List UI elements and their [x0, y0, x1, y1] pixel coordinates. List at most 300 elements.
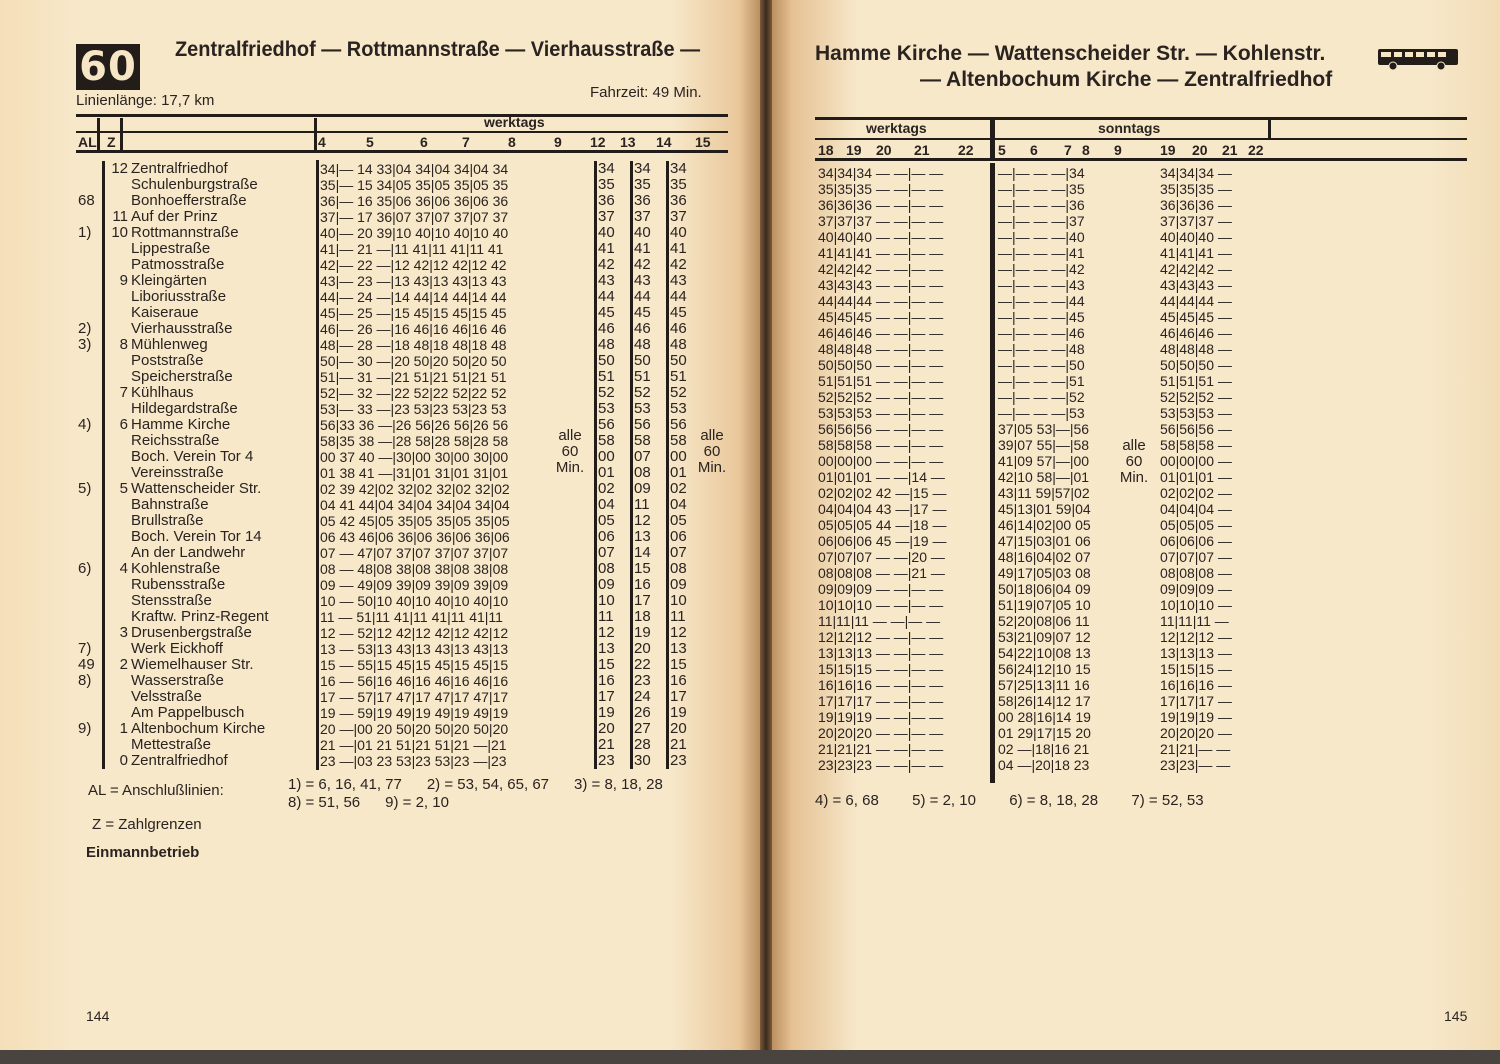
- interval-value: 60: [561, 443, 579, 460]
- time-cell: 05: [670, 512, 687, 529]
- stop-row: [78, 401, 308, 417]
- fare-zone-bar: [102, 721, 105, 737]
- time-cell: 06: [598, 528, 615, 545]
- hour-header: 19: [846, 142, 862, 158]
- time-cell: 04: [670, 496, 687, 513]
- fare-zone-bar: [102, 193, 105, 209]
- stop-row: [78, 209, 308, 225]
- fare-zone-number: 1: [119, 720, 128, 737]
- time-row: 36|36|36 —: [1160, 197, 1232, 213]
- time-cell: 42: [634, 256, 651, 273]
- time-row: 12|12|12 — —|— —: [818, 629, 944, 645]
- fare-zone-number: 11: [112, 208, 128, 225]
- fare-zone-bar: [102, 337, 105, 353]
- time-column-col13: [634, 161, 651, 769]
- time-row: 40|40|40 —: [1160, 229, 1232, 245]
- stop-row: [78, 289, 308, 305]
- stop-name: Mettestraße: [131, 736, 212, 753]
- time-row: 37|37|37 — —|— —: [818, 213, 944, 229]
- time-cell: 35: [634, 176, 651, 193]
- book-edge: [0, 1050, 1500, 1064]
- stop-name: Wattenscheider Str.: [131, 480, 262, 497]
- time-cell: 37: [634, 208, 651, 225]
- time-cell: 58: [598, 432, 615, 449]
- time-cell: 42: [598, 256, 615, 273]
- time-row: 48|16|04|02 07: [998, 549, 1091, 565]
- time-cell: 50: [670, 352, 687, 369]
- time-cell: 11: [598, 608, 614, 625]
- time-row: 16|16|16 —: [1160, 677, 1232, 693]
- fare-zone-bar: [102, 385, 105, 401]
- time-row: 16 — 56|16 46|16 46|16 46|16: [320, 673, 509, 689]
- time-cell: 20: [670, 720, 687, 737]
- stop-row: [78, 193, 308, 209]
- time-row: 53|— 33 —|23 53|23 53|23 53: [320, 401, 507, 417]
- stop-name: Hildegardstraße: [131, 400, 238, 417]
- stop-name: Reichsstraße: [131, 432, 220, 449]
- hour-header: 18: [818, 142, 834, 158]
- time-row: 42|10 58|—|01: [998, 469, 1090, 485]
- weekday-group-label: werktags: [484, 114, 545, 130]
- hour-header: 9: [554, 134, 562, 150]
- time-row: 58|35 38 —|28 58|28 58|28 58: [320, 433, 509, 449]
- sunday-group-label: sonntags: [1098, 120, 1161, 136]
- time-row: 34|34|34 —: [1160, 165, 1232, 181]
- fare-zone-bar: [102, 513, 105, 529]
- fare-zone-bar: [102, 753, 105, 769]
- stop-row: [78, 609, 308, 625]
- time-cell: 13: [598, 640, 615, 657]
- time-column-col12: [598, 161, 615, 769]
- time-row: 00 28|16|14 19: [998, 709, 1091, 725]
- hour-header: 9: [1114, 142, 1122, 158]
- col-al-header: AL: [78, 134, 97, 150]
- stop-row: [78, 673, 308, 689]
- stop-row: [78, 241, 308, 257]
- time-cell: 58: [634, 432, 651, 449]
- fare-zone-number: 2: [119, 656, 128, 673]
- stop-row: [78, 593, 308, 609]
- time-cell: 56: [598, 416, 615, 433]
- hour-header: 6: [1030, 142, 1038, 158]
- weekday-sunday-divider: [990, 163, 995, 783]
- time-row: 43|43|43 —: [1160, 277, 1232, 293]
- time-cell: 12: [634, 512, 651, 529]
- timetable-grid-morning: [320, 161, 510, 769]
- time-cell: 17: [670, 688, 687, 705]
- time-cell: 07: [670, 544, 687, 561]
- time-row: 43|— 23 —|13 43|13 43|13 43: [320, 273, 507, 289]
- time-cell: 17: [634, 592, 651, 609]
- time-cell: 43: [670, 272, 687, 289]
- stop-row: [78, 481, 308, 497]
- header-divider: [97, 118, 100, 150]
- connection-ref: 8): [78, 672, 92, 689]
- col-z-header: Z: [107, 134, 116, 150]
- time-cell: 07: [598, 544, 615, 561]
- time-row: 37|— 17 36|07 37|07 37|07 37: [320, 209, 509, 225]
- time-cell: 40: [670, 224, 687, 241]
- time-row: 50|18|06|04 09: [998, 581, 1091, 597]
- time-row: 41|09 57|—|00: [998, 453, 1090, 469]
- time-row: 02 39 42|02 32|02 32|02 32|02: [320, 481, 510, 497]
- time-cell: 46: [670, 320, 687, 337]
- time-row: 52|52|52 —: [1160, 389, 1232, 405]
- stop-row: [78, 177, 308, 193]
- stop-name: Drusenbergstraße: [131, 624, 252, 641]
- time-cell: 36: [598, 192, 615, 209]
- fare-zone-number: 7: [119, 384, 128, 401]
- line-length: Linienlänge: 17,7 km: [76, 92, 215, 109]
- stop-name: Hamme Kirche: [131, 416, 231, 433]
- column-bar: [630, 161, 633, 769]
- fare-zone-number: 12: [111, 160, 128, 177]
- time-row: 23 —|03 23 53|23 53|23 —|23: [320, 753, 507, 769]
- stop-name: Zentralfriedhof: [131, 160, 228, 177]
- page-number-left: 144: [86, 1008, 110, 1024]
- connection-ref: 9): [78, 720, 92, 737]
- stop-name: Kaiseraue: [131, 304, 199, 321]
- time-row: 20 —|00 20 50|20 50|20 50|20: [320, 721, 509, 737]
- stop-row: [78, 273, 308, 289]
- fare-zone-bar: [102, 433, 105, 449]
- stop-name: Lippestraße: [131, 240, 211, 257]
- time-row: 34|— 14 33|04 34|04 34|04 34: [320, 161, 509, 177]
- time-row: 56|56|56 — —|— —: [818, 421, 944, 437]
- time-row: 13|13|13 — —|— —: [818, 645, 944, 661]
- fare-zone-bar: [102, 177, 105, 193]
- time-row: 53|53|53 — —|— —: [818, 405, 944, 421]
- time-cell: 15: [634, 560, 651, 577]
- stop-row: [78, 497, 308, 513]
- fare-zone-bar: [102, 241, 105, 257]
- fare-zone-bar: [102, 577, 105, 593]
- stop-name: Vierhausstraße: [131, 320, 233, 337]
- time-cell: 34: [598, 160, 615, 177]
- stop-row: [78, 641, 308, 657]
- time-cell: 23: [598, 752, 615, 769]
- time-row: 48|48|48 —: [1160, 341, 1232, 357]
- time-row: 02|02|02 42 —|15 —: [818, 485, 947, 501]
- time-row: 09 — 49|09 39|09 39|09 39|09: [320, 577, 509, 593]
- time-row: 43|43|43 — —|— —: [818, 277, 944, 293]
- interval-value: 60: [703, 443, 721, 460]
- time-cell: 44: [670, 288, 687, 305]
- fare-zone-number: 5: [119, 480, 128, 497]
- time-row: 06|06|06 —: [1160, 533, 1232, 549]
- stop-row: [78, 513, 308, 529]
- connection-ref: 49: [78, 656, 95, 673]
- time-row: 52|52|52 — —|— —: [818, 389, 944, 405]
- grid-divider: [316, 160, 319, 770]
- stop-name: Stensstraße: [131, 592, 212, 609]
- time-row: 36|36|36 — —|— —: [818, 197, 944, 213]
- time-cell: 01: [598, 464, 615, 481]
- legend-refs-right: 4) = 6, 68 5) = 2, 10 6) = 8, 18, 28 7) = 52, 53: [815, 792, 1204, 809]
- time-cell: 50: [634, 352, 651, 369]
- time-cell: 51: [598, 368, 615, 385]
- fare-zone-bar: [102, 705, 105, 721]
- stop-name: Wiemelhauser Str.: [131, 656, 254, 673]
- hour-header: 7: [1064, 142, 1072, 158]
- time-cell: 50: [598, 352, 615, 369]
- stop-row: [78, 465, 308, 481]
- stop-row: [78, 225, 308, 241]
- fare-zone-number: 6: [119, 416, 128, 433]
- stop-name: Kraftw. Prinz-Regent: [131, 608, 269, 625]
- interval-word: alle: [558, 427, 582, 444]
- time-row: 47|15|03|01 06: [998, 533, 1091, 549]
- time-row: 50|— 30 —|20 50|20 50|20 50: [320, 353, 507, 369]
- fare-zone-bar: [102, 161, 105, 177]
- stop-name: Altenbochum Kirche: [131, 720, 266, 737]
- time-cell: 09: [598, 576, 615, 593]
- time-cell: 10: [598, 592, 615, 609]
- time-cell: 44: [598, 288, 615, 305]
- time-cell: 44: [634, 288, 651, 305]
- time-row: 11|11|11 — —|— —: [818, 613, 941, 629]
- time-row: 36|— 16 35|06 36|06 36|06 36: [320, 193, 509, 209]
- time-row: 52|— 32 —|22 52|22 52|22 52: [320, 385, 507, 401]
- time-row: 08|08|08 — —|21 —: [818, 565, 945, 581]
- time-cell: 21: [598, 736, 615, 753]
- time-cell: 02: [670, 480, 687, 497]
- stop-name: Wasserstraße: [131, 672, 224, 689]
- time-cell: 00: [670, 448, 687, 465]
- time-row: 04|04|04 43 —|17 —: [818, 501, 947, 517]
- time-cell: 51: [670, 368, 687, 385]
- time-row: 04 —|20|18 23: [998, 757, 1090, 773]
- time-cell: 22: [634, 656, 651, 673]
- time-row: 45|45|45 —: [1160, 309, 1232, 325]
- time-row: 35|35|35 — —|— —: [818, 181, 944, 197]
- time-row: 50|50|50 —: [1160, 357, 1232, 373]
- fare-zone-bar: [102, 305, 105, 321]
- time-row: 16|16|16 — —|— —: [818, 677, 944, 693]
- time-cell: 45: [634, 304, 651, 321]
- stop-row: [78, 417, 308, 433]
- time-cell: 09: [634, 480, 651, 497]
- time-row: 44|44|44 —: [1160, 293, 1232, 309]
- stop-name: Kleingärten: [131, 272, 207, 289]
- time-row: 51|51|51 —: [1160, 373, 1232, 389]
- time-row: 12 — 52|12 42|12 42|12 42|12: [320, 625, 509, 641]
- time-row: 53|53|53 —: [1160, 405, 1232, 421]
- stop-row: [78, 529, 308, 545]
- time-cell: 11: [670, 608, 686, 625]
- stop-name: Vereinsstraße: [131, 464, 224, 481]
- time-cell: 18: [634, 608, 651, 625]
- time-row: 07|07|07 — —|20 —: [818, 549, 945, 565]
- stop-name: Auf der Prinz: [131, 208, 218, 225]
- time-cell: 21: [670, 736, 687, 753]
- fare-zone-bar: [102, 657, 105, 673]
- time-row: 10 — 50|10 40|10 40|10 40|10: [320, 593, 509, 609]
- time-cell: 16: [598, 672, 615, 689]
- stop-name: Poststraße: [131, 352, 204, 369]
- interval-note-b: [690, 428, 734, 476]
- time-row: 11|11|11 —: [1160, 613, 1229, 629]
- time-row: 17 — 57|17 47|17 47|17 47|17: [320, 689, 509, 705]
- time-row: 44|44|44 — —|— —: [818, 293, 944, 309]
- time-row: 15|15|15 — —|— —: [818, 661, 944, 677]
- time-row: 01|01|01 —: [1160, 469, 1232, 485]
- time-row: 54|22|10|08 13: [998, 645, 1091, 661]
- time-cell: 43: [598, 272, 615, 289]
- connection-ref: 2): [78, 320, 92, 337]
- time-cell: 30: [634, 752, 651, 769]
- time-row: 13|13|13 —: [1160, 645, 1232, 661]
- hour-header: 20: [876, 142, 892, 158]
- time-cell: 04: [598, 496, 615, 513]
- time-cell: 35: [670, 176, 687, 193]
- time-row: 19 — 59|19 49|19 49|19 49|19: [320, 705, 509, 721]
- timetable-grid-weekday-evening: [818, 165, 946, 773]
- fare-zone-number: 4: [119, 560, 128, 577]
- time-cell: 48: [670, 336, 687, 353]
- time-row: 34|34|34 — —|— —: [818, 165, 944, 181]
- fare-zone-bar: [102, 209, 105, 225]
- time-row: 19|19|19 —: [1160, 709, 1232, 725]
- time-cell: 14: [634, 544, 651, 561]
- route-title-left: Zentralfriedhof — Rottmannstraße — Vierhausstraße —: [175, 38, 701, 61]
- time-row: 11 — 51|11 41|11 41|11 41|11: [320, 609, 503, 625]
- time-cell: 48: [598, 336, 615, 353]
- time-cell: 34: [670, 160, 687, 177]
- time-row: 45|13|01 59|04: [998, 501, 1091, 517]
- connection-ref: 5): [78, 480, 92, 497]
- interval-value: 60: [1125, 453, 1143, 470]
- fare-zone-number: 8: [119, 336, 128, 353]
- time-row: 56|24|12|10 15: [998, 661, 1091, 677]
- time-cell: 20: [634, 640, 651, 657]
- time-cell: 17: [598, 688, 615, 705]
- header-rule-bottom-right: [815, 158, 1467, 161]
- time-row: 17|17|17 — —|— —: [818, 693, 944, 709]
- fare-zone-number: 9: [119, 272, 128, 289]
- stop-row: [78, 577, 308, 593]
- hour-header: 21: [914, 142, 930, 158]
- time-cell: 13: [634, 528, 651, 545]
- time-row: 15|15|15 —: [1160, 661, 1232, 677]
- time-row: 00 37 40 —|30|00 30|00 30|00: [320, 449, 509, 465]
- time-row: 04|04|04 —: [1160, 501, 1232, 517]
- stop-row: [78, 353, 308, 369]
- hour-header: 8: [508, 134, 516, 150]
- time-cell: 16: [670, 672, 687, 689]
- time-cell: 28: [634, 736, 651, 753]
- column-bar: [594, 161, 597, 769]
- fare-zone-number: 3: [119, 624, 128, 641]
- time-row: 07|07|07 —: [1160, 549, 1232, 565]
- time-row: 52|20|08|06 11: [998, 613, 1090, 629]
- time-cell: 52: [634, 384, 651, 401]
- stop-name: Bonhoefferstraße: [131, 192, 247, 209]
- timetable-grid-sunday-morning: [998, 165, 1091, 773]
- stop-list: [78, 161, 308, 769]
- time-cell: 53: [634, 400, 651, 417]
- fare-zone-bar: [102, 353, 105, 369]
- time-cell: 26: [634, 704, 651, 721]
- time-row: 04 41 44|04 34|04 34|04 34|04: [320, 497, 510, 513]
- stop-row: [78, 257, 308, 273]
- time-row: 35|35|35 —: [1160, 181, 1232, 197]
- time-row: 19|19|19 — —|— —: [818, 709, 944, 725]
- connection-ref: 4): [78, 416, 92, 433]
- time-cell: 15: [670, 656, 687, 673]
- time-row: 02 —|18|16 21: [998, 741, 1090, 757]
- stop-name: Kühlhaus: [131, 384, 194, 401]
- time-row: 37|37|37 —: [1160, 213, 1232, 229]
- stop-name: Bahnstraße: [131, 496, 209, 513]
- interval-unit: Min.: [555, 459, 585, 476]
- connection-ref: 6): [78, 560, 92, 577]
- time-row: 50|50|50 — —|— —: [818, 357, 944, 373]
- time-cell: 16: [634, 576, 651, 593]
- stop-row: [78, 545, 308, 561]
- time-row: —|— — —|41: [998, 245, 1085, 261]
- legend-refs-line1: 1) = 6, 16, 41, 77 2) = 53, 54, 65, 67 3) = 8, 18, 28: [288, 776, 663, 793]
- time-row: 40|— 20 39|10 40|10 40|10 40: [320, 225, 509, 241]
- time-cell: 56: [634, 416, 651, 433]
- time-cell: 01: [670, 464, 687, 481]
- time-row: 46|— 26 —|16 46|16 46|16 46: [320, 321, 507, 337]
- connection-ref: 7): [78, 640, 92, 657]
- hour-header: 22: [1248, 142, 1264, 158]
- time-row: 51|51|51 — —|— —: [818, 373, 944, 389]
- time-cell: 19: [670, 704, 687, 721]
- time-cell: 46: [598, 320, 615, 337]
- interval-word: alle: [700, 427, 724, 444]
- time-cell: 12: [670, 624, 687, 641]
- time-row: 42|42|42 —: [1160, 261, 1232, 277]
- time-row: 42|42|42 — —|— —: [818, 261, 944, 277]
- time-row: —|— — —|35: [998, 181, 1085, 197]
- time-cell: 23: [670, 752, 687, 769]
- hour-header: 15: [695, 134, 711, 150]
- connection-ref: 3): [78, 336, 92, 353]
- fare-zone-bar: [102, 689, 105, 705]
- time-cell: 37: [598, 208, 615, 225]
- fare-zone-number: 10: [111, 224, 128, 241]
- time-row: —|— — —|34: [998, 165, 1085, 181]
- time-row: —|— — —|45: [998, 309, 1085, 325]
- interval-word: alle: [1122, 437, 1146, 454]
- time-row: 51|— 31 —|21 51|21 51|21 51: [320, 369, 507, 385]
- time-row: 56|33 36 —|26 56|26 56|26 56: [320, 417, 509, 433]
- fare-zone-bar: [102, 449, 105, 465]
- time-row: 35|— 15 34|05 35|05 35|05 35: [320, 177, 509, 193]
- time-row: 23|23|23 — —|— —: [818, 757, 944, 773]
- time-cell: 52: [670, 384, 687, 401]
- time-row: 43|11 59|57|02: [998, 485, 1090, 501]
- time-cell: 41: [598, 240, 615, 257]
- header-rule-top: [76, 114, 728, 117]
- hour-header: 5: [366, 134, 374, 150]
- legend-refs-line2: 8) = 51, 56 9) = 2, 10: [288, 794, 449, 811]
- time-row: 41|41|41 —: [1160, 245, 1232, 261]
- time-row: 49|17|05|03 08: [998, 565, 1091, 581]
- stop-name: Velsstraße: [131, 688, 202, 705]
- time-row: 09|09|09 —: [1160, 581, 1232, 597]
- hour-header: 14: [656, 134, 672, 150]
- time-cell: 46: [634, 320, 651, 337]
- time-cell: 19: [634, 624, 651, 641]
- stop-name: Patmosstraße: [131, 256, 225, 273]
- time-row: 10|10|10 —: [1160, 597, 1232, 613]
- time-row: 07 — 47|07 37|07 37|07 37|07: [320, 545, 509, 561]
- stop-row: [78, 385, 308, 401]
